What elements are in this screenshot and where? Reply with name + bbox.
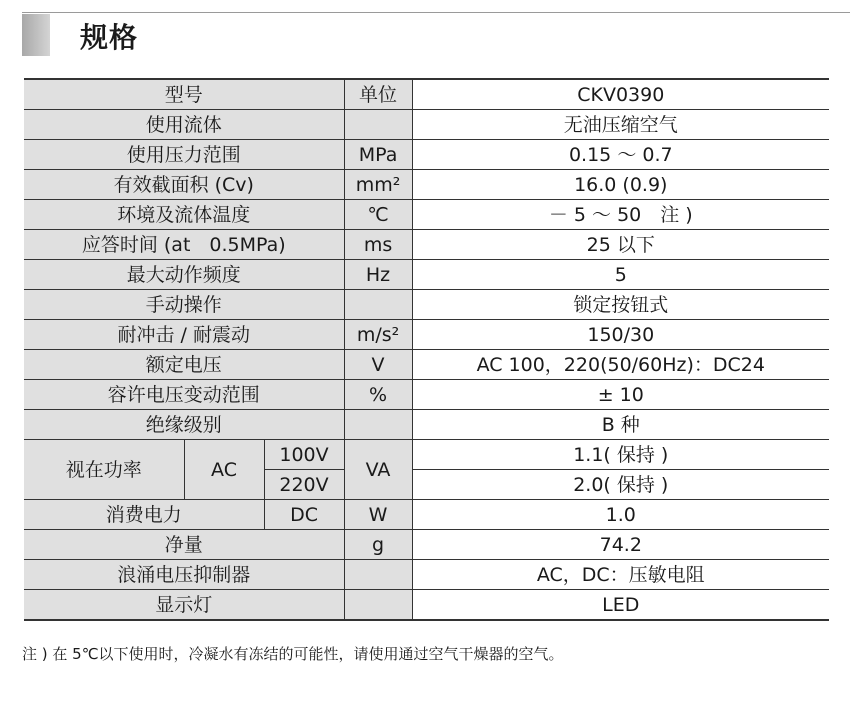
section-title: 规格: [80, 21, 139, 54]
table-row: [24, 410, 829, 440]
row-unit: [344, 290, 412, 320]
row-unit: [344, 560, 412, 590]
consumption-label: 消费电力: [24, 500, 264, 530]
spec-table: [24, 78, 829, 621]
table-row: [24, 590, 829, 621]
section-header: [0, 0, 850, 60]
row-value: 150/30: [412, 320, 829, 350]
table-row: [24, 560, 829, 590]
table-row: [24, 530, 829, 560]
header-rule: [22, 12, 850, 13]
row-label: 额定电压: [24, 350, 344, 380]
table-row: [24, 170, 829, 200]
row-value: 16.0 (0.9): [412, 170, 829, 200]
row-value: AC，DC：压敏电阻: [412, 560, 829, 590]
row-label: 使用流体: [24, 110, 344, 140]
table-row: [24, 500, 829, 530]
row-value: AC 100，220(50/60Hz)：DC24: [412, 350, 829, 380]
row-unit: [344, 110, 412, 140]
row-value: － 5 ～ 50 注 ): [412, 200, 829, 230]
power-unit: VA: [344, 440, 412, 500]
row-value: 74.2: [412, 530, 829, 560]
power-value-100: 1.1( 保持 ): [412, 440, 829, 470]
row-label: 最大动作频度: [24, 260, 344, 290]
row-unit: MPa: [344, 140, 412, 170]
row-label: 浪涌电压抑制器: [24, 560, 344, 590]
row-unit: [344, 410, 412, 440]
table-row: [24, 380, 829, 410]
consumption-value: 1.0: [412, 500, 829, 530]
row-label: 绝缘级别: [24, 410, 344, 440]
header-unit: 单位: [344, 79, 412, 110]
table-row: [24, 110, 829, 140]
row-label: 环境及流体温度: [24, 200, 344, 230]
row-label: 使用压力范围: [24, 140, 344, 170]
row-value: 5: [412, 260, 829, 290]
table-row: [24, 290, 829, 320]
row-unit: ℃: [344, 200, 412, 230]
row-label: 应答时间 (at 0.5MPa): [24, 230, 344, 260]
row-label: 显示灯: [24, 590, 344, 621]
table-row: [24, 260, 829, 290]
power-voltage-220: 220V: [264, 470, 344, 500]
row-value: 无油压缩空气: [412, 110, 829, 140]
row-unit: g: [344, 530, 412, 560]
table-row: [24, 200, 829, 230]
row-unit: Hz: [344, 260, 412, 290]
table-row: [24, 440, 829, 470]
row-value: ± 10: [412, 380, 829, 410]
row-value: 锁定按钮式: [412, 290, 829, 320]
row-value: 25 以下: [412, 230, 829, 260]
row-unit: ms: [344, 230, 412, 260]
table-row: [24, 350, 829, 380]
table-header-row: [24, 79, 829, 110]
table-row: [24, 230, 829, 260]
row-label: 耐冲击 / 耐震动: [24, 320, 344, 350]
table-row: [24, 320, 829, 350]
header-model: 型号: [24, 79, 344, 110]
row-unit: m/s²: [344, 320, 412, 350]
row-label: 手动操作: [24, 290, 344, 320]
power-value-220: 2.0( 保持 ): [412, 470, 829, 500]
row-value: LED: [412, 590, 829, 621]
header-model-value: CKV0390: [412, 79, 829, 110]
row-value: 0.15 ～ 0.7: [412, 140, 829, 170]
row-unit: %: [344, 380, 412, 410]
row-label: 有效截面积 (Cv): [24, 170, 344, 200]
power-label: 视在功率: [24, 440, 184, 500]
header-marker: [22, 14, 50, 56]
row-label: 净量: [24, 530, 344, 560]
footnote: 注 ) 在 5℃以下使用时，冷凝水有冻结的可能性，请使用通过空气干燥器的空气。: [22, 645, 564, 663]
row-unit: V: [344, 350, 412, 380]
consumption-type: DC: [264, 500, 344, 530]
row-label: 容许电压变动范围: [24, 380, 344, 410]
power-type: AC: [184, 440, 264, 500]
row-unit: [344, 590, 412, 621]
consumption-unit: W: [344, 500, 412, 530]
power-voltage-100: 100V: [264, 440, 344, 470]
table-row: [24, 140, 829, 170]
row-value: B 种: [412, 410, 829, 440]
row-unit: mm²: [344, 170, 412, 200]
